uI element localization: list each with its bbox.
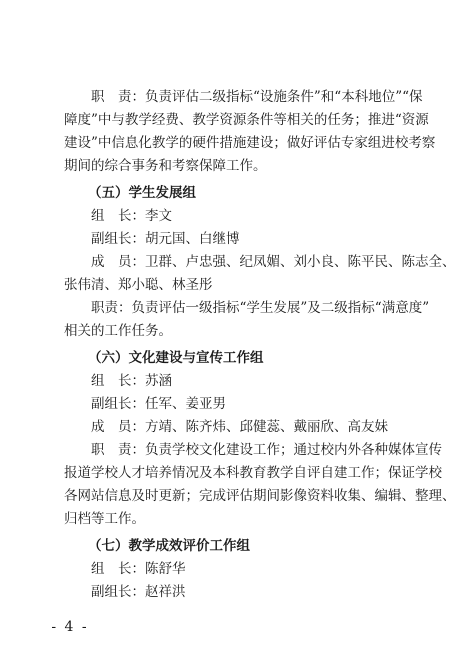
section5-duties-line-1: 职责：负责评估一级指标“学生发展”及二级指标“满意度” <box>91 300 430 316</box>
section6-members: 成 员：方靖、陈齐炜、邱健蕊、戴丽欣、高友妹 <box>91 419 388 435</box>
section7-leader: 组 长：陈舒华 <box>91 561 186 577</box>
section7-deputy: 副组长：赵祥洪 <box>91 584 186 600</box>
section6-duties-line-2: 报道学校人才培养情况及本科教育教学自评自建工作；保证学校 <box>64 465 442 481</box>
section4-duties-line-1: 职 责：负责评估二级指标“设施条件”和“本科地位”“保 <box>91 89 423 105</box>
section5-deputy: 副组长：胡元国、白继博 <box>91 231 240 247</box>
section5-members-line-1: 成 员：卫群、卢忠强、纪凤媚、刘小良、陈平民、陈志全、 <box>91 254 456 270</box>
section6-duties-line-3: 各网站信息及时更新；完成评估期间影像资料收集、编辑、整理、 <box>64 488 456 504</box>
section6-deputy: 副组长：任军、姜亚男 <box>91 396 226 412</box>
section5-heading: （五）学生发展组 <box>88 185 196 201</box>
section6-duties-line-1: 职 责：负责学校文化建设工作；通过校内外各种媒体宣传 <box>91 442 442 458</box>
section6-duties-line-4: 归档等工作。 <box>64 511 145 527</box>
section7-heading: （七）教学成效评价工作组 <box>88 538 250 554</box>
section4-duties-line-2: 障度”中与教学经费、教学资源条件等相关的任务；推进“资源 <box>64 112 429 128</box>
section6-heading: （六）文化建设与宣传工作组 <box>88 350 264 366</box>
section4-duties-line-3: 建设”中信息化教学的硬件措施建设；做好评估专家组进校考察 <box>64 135 436 151</box>
section5-leader: 组 长：李文 <box>91 208 172 224</box>
section5-members-line-2: 张伟清、郑小聪、林圣彤 <box>64 277 213 293</box>
document-body <box>64 86 456 604</box>
section4-duties-line-4: 期间的综合事务和考察保障工作。 <box>64 158 267 174</box>
section6-leader: 组 长：苏涵 <box>91 373 172 389</box>
page-number: - 4 - <box>51 619 89 635</box>
section5-duties-line-2: 相关的工作任务。 <box>64 323 172 339</box>
